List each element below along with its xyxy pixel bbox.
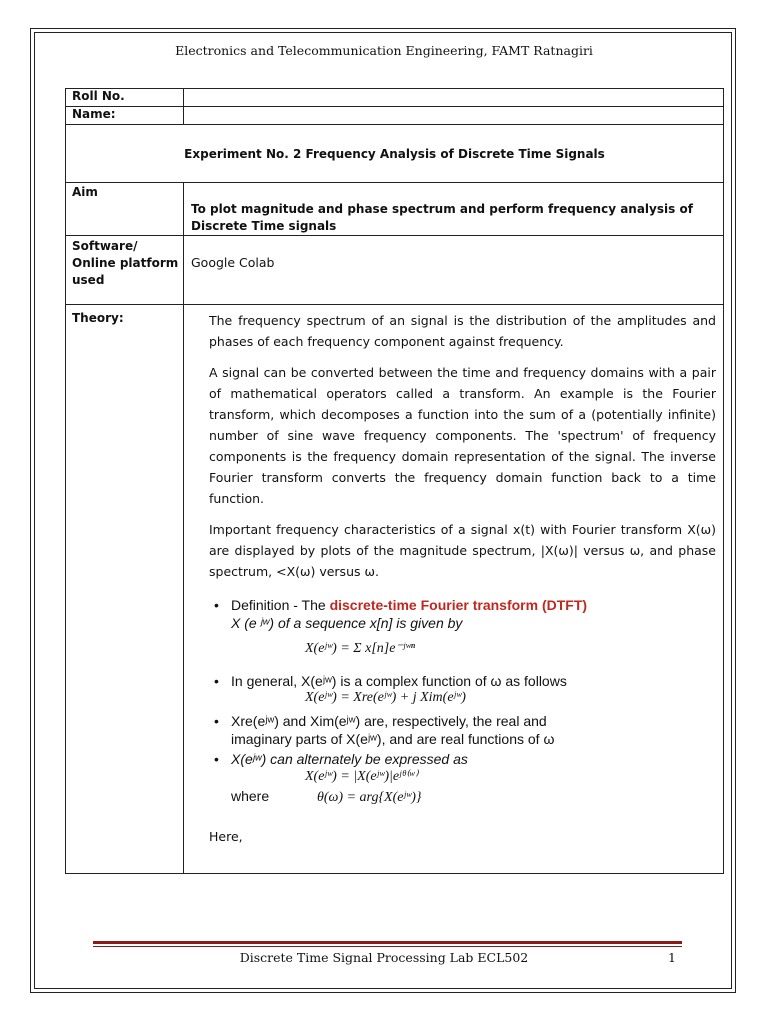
dtft-where-row [209,788,716,810]
dtft-bullet-4 [209,750,716,768]
aim-label: Aim [66,183,184,236]
bullet-icon: • [214,597,219,613]
name-field[interactable] [184,107,724,125]
software-label [66,236,184,305]
software-label-line2: Online platform [72,256,179,270]
theory-content [184,305,724,874]
software-label-line3: used [72,273,105,287]
dtft-bullet-2 [209,672,716,690]
theory-paragraph-1: The frequency spectrum of an signal is the distribution of the amplitudes and phases of each frequency component against frequency. [209,313,716,349]
software-value: Google Colab [184,236,724,305]
bullet-icon: • [214,751,219,767]
experiment-title: Experiment No. 2 Frequency Analysis of Discrete Time Signals [66,125,724,183]
bullet-icon: • [214,673,219,689]
dtft-equation-4: θ(ω) = arg{X(eʲʷ)} [317,790,422,805]
experiment-form-table [65,88,724,874]
dtft-bullet-3-line2: imaginary parts of X(eʲʷ), and are real functions of ω [231,731,555,747]
dtft-bullet-1 [209,596,716,614]
dtft-bullet-1-prefix: Definition - The [231,597,330,613]
dtft-equation-2: X(eʲʷ) = Xre(eʲʷ) + j Xim(eʲʷ) [305,690,466,705]
roll-no-label: Roll No. [66,89,184,107]
dtft-bullet-2-text: In general, X(eʲʷ) is a complex function of ω as follows [231,673,567,689]
dtft-bullet-1-highlight: discrete-time Fourier transform (DTFT) [329,597,588,613]
name-label: Name: [66,107,184,125]
page-number: 1 [668,950,676,965]
dtft-where-label: where [231,788,270,804]
aim-text: To plot magnitude and phase spectrum and perform frequency analysis of Discrete Time signals [184,183,724,236]
footer-rule-thick [93,941,682,944]
dtft-bullet-1-line2: X (e ʲʷ) of a sequence x[n] is given by [231,615,463,631]
dtft-equation-1: X(eʲʷ) = Σ x[n]e⁻ʲʷⁿ [305,641,415,656]
theory-paragraph-2: A signal can be converted between the time and frequency domains with a pair of mathematical operators called a transform. An example is the Fourier transform, which decomposes a function into the sum of a (potentially infinite) number of sine wave frequency components. The 'spectrum' of frequency components is the frequency domain representation of the signal. The inverse Fourier transform converts the frequency domain function back to a time function. [209,365,716,506]
dtft-definition-figure [209,596,716,810]
footer-title: Discrete Time Signal Processing Lab ECL502 [239,950,529,965]
roll-no-field[interactable] [184,89,724,107]
bullet-icon: • [214,713,219,729]
footer-rule-thin [93,946,682,947]
page-header: Electronics and Telecommunication Engineering, FAMT Ratnagiri [175,43,593,58]
dtft-bullet-4-text: X(eʲʷ) can alternately be expressed as [231,751,468,767]
dtft-equation-3: X(eʲʷ) = |X(eʲʷ)|eʲᶿ⁽ʷ⁾ [305,769,418,784]
software-label-line1: Software/ [72,239,138,253]
dtft-bullet-3-line1: Xre(eʲʷ) and Xim(eʲʷ) are, respectively, the real and [231,713,547,729]
theory-label: Theory: [66,305,184,874]
theory-paragraph-3: Important frequency characteristics of a signal x(t) with Fourier transform X(ω) are displayed by plots of the magnitude spectrum, |X(ω)| versus ω, and phase spectrum, <X(ω) versus ω. [209,522,716,579]
dtft-bullet-3 [209,712,716,730]
theory-here-text: Here, [209,829,243,844]
